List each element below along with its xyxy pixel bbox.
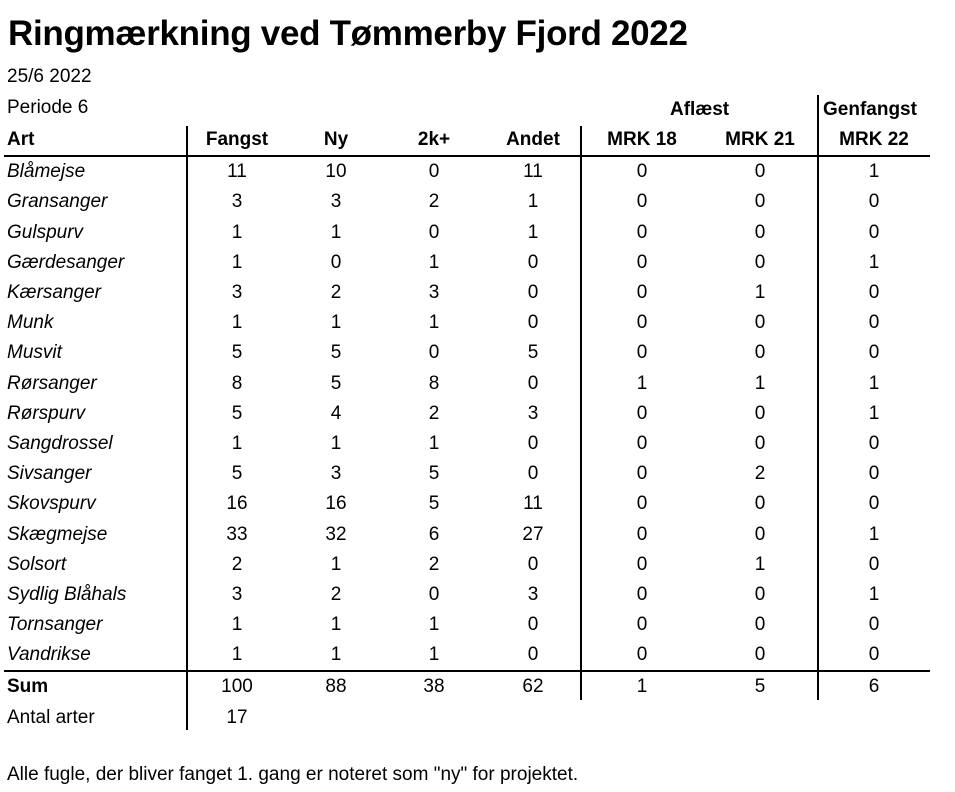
table-cell: 3 [330,463,342,485]
table-cell: 0 [868,282,880,304]
table-row [4,640,930,671]
table-cell: 0 [754,614,766,636]
table-cell: 0 [868,493,880,515]
table-row [4,218,930,248]
species-name: Musvit [7,342,62,364]
column-header: Fangst [186,125,288,156]
table-cell: 0 [754,432,766,454]
table-cell: 0 [428,221,440,243]
table-cell: 1 [754,553,766,575]
table-cell: 0 [636,644,648,666]
group-header-genfangst: Genfangst [823,99,917,120]
column-header: MRK 22 [818,125,930,156]
sum-cell: 62 [484,671,582,702]
table-cell: 0 [636,493,648,515]
table-cell: 3 [428,282,440,304]
table-cell: 2 [754,463,766,485]
table-cell: 1 [428,251,440,273]
table-cell: 0 [527,614,539,636]
table-row [4,489,930,519]
table-cell: 16 [325,493,347,515]
table-header-row [4,125,930,156]
table-cell: 5 [428,463,440,485]
species-name: Blåmejse [7,161,86,183]
sum-row [4,671,930,702]
table-cell: 0 [754,402,766,424]
table-cell: 16 [226,493,248,515]
species-name: Sydlig Blåhals [7,583,127,605]
table-cell: 0 [754,523,766,545]
table-cell: 0 [868,614,880,636]
table-cell: 1 [231,251,243,273]
ringing-table [4,125,930,733]
table-cell: 0 [868,221,880,243]
species-count-label: Antal arter [7,706,95,728]
empty-cell [484,703,582,733]
table-cell: 8 [428,372,440,394]
column-header: 2k+ [384,125,484,156]
species-name: Munk [7,312,54,334]
table-cell: 0 [868,432,880,454]
table-cell: 0 [636,161,648,183]
table-cell: 0 [868,644,880,666]
table-cell: 1 [527,221,539,243]
column-divider-art [186,126,188,730]
table-cell: 0 [754,342,766,364]
table-cell: 0 [636,402,648,424]
table-cell: 1 [330,432,342,454]
table-row [4,156,930,187]
table-cell: 1 [754,372,766,394]
table-cell: 1 [231,432,243,454]
species-count-value: 17 [226,706,248,728]
table-cell: 0 [868,312,880,334]
table-cell: 1 [330,221,342,243]
table-cell: 1 [330,644,342,666]
table-cell: 0 [636,251,648,273]
table-cell: 2 [330,583,342,605]
sum-cell: 38 [384,671,484,702]
table-cell: 0 [428,342,440,364]
species-name: Gransanger [7,191,108,213]
table-row [4,308,930,338]
table-cell: 5 [231,342,243,364]
table-cell: 1 [527,191,539,213]
table-cell: 11 [523,493,543,515]
species-name: Gærdesanger [7,251,125,273]
sum-cell: 1 [582,671,702,702]
table-cell: 1 [868,161,880,183]
column-divider-andet [580,126,582,700]
table-cell: 0 [636,282,648,304]
table-cell: 6 [428,523,440,545]
table-cell: 3 [330,191,342,213]
table-cell: 1 [636,372,648,394]
table-cell: 1 [868,583,880,605]
table-cell: 0 [754,161,766,183]
empty-cell [288,703,384,733]
empty-cell [702,703,818,733]
table-cell: 5 [527,342,539,364]
empty-cell [582,703,702,733]
table-cell: 1 [231,644,243,666]
table-cell: 1 [428,644,440,666]
table-row [4,459,930,489]
table-cell: 33 [226,523,248,545]
table-cell: 0 [527,553,539,575]
table-cell: 3 [527,583,539,605]
table-cell: 0 [636,553,648,575]
group-header-aflaest: Aflæst [670,99,730,120]
table-cell: 11 [523,161,543,183]
column-header: Art [4,125,186,156]
table-cell: 0 [527,644,539,666]
species-name: Sivsanger [7,463,92,485]
table-cell: 4 [330,402,342,424]
table-cell: 1 [231,614,243,636]
table-cell: 10 [325,161,347,183]
table-cell: 0 [754,493,766,515]
table-cell: 0 [636,523,648,545]
table-cell: 0 [527,251,539,273]
table-cell: 1 [868,523,880,545]
table-cell: 0 [868,342,880,364]
table-cell: 1 [754,282,766,304]
table-cell: 0 [527,432,539,454]
table-cell: 2 [428,191,440,213]
column-header: Andet [484,125,582,156]
table-cell: 1 [330,614,342,636]
table-cell: 0 [754,644,766,666]
species-name: Rørsanger [7,372,97,394]
footnote: Alle fugle, der bliver fanget 1. gang er noteret som "ny" for projektet. [7,764,579,785]
table-cell: 0 [754,251,766,273]
empty-cell [818,703,930,733]
column-header: MRK 18 [582,125,702,156]
table-cell: 5 [231,402,243,424]
table-cell: 0 [868,191,880,213]
table-row [4,519,930,549]
table-row [4,369,930,399]
column-divider-genfangst [817,95,819,700]
table-cell: 1 [868,402,880,424]
date-label: 25/6 2022 [7,66,92,87]
table-cell: 2 [428,553,440,575]
table-cell: 11 [227,161,247,183]
sum-cell: 100 [186,671,288,702]
table-cell: 0 [527,463,539,485]
species-name: Vandrikse [7,644,91,666]
period-label: Periode 6 [7,97,89,118]
table-row [4,610,930,640]
table-cell: 0 [527,312,539,334]
table-cell: 2 [231,553,243,575]
table-cell: 32 [325,523,347,545]
table-cell: 0 [636,221,648,243]
table-cell: 0 [636,583,648,605]
table-cell: 1 [330,312,342,334]
table-row [4,278,930,308]
species-name: Kærsanger [7,282,101,304]
species-name: Tornsanger [7,614,103,636]
table-cell: 0 [636,463,648,485]
table-cell: 0 [527,372,539,394]
species-count-row [4,703,930,733]
species-name: Sangdrossel [7,432,113,454]
table-cell: 2 [330,282,342,304]
table-cell: 0 [754,191,766,213]
table-cell: 1 [868,251,880,273]
sum-cell: 88 [288,671,384,702]
table-cell: 5 [428,493,440,515]
table-cell: 2 [428,402,440,424]
sum-cell: 6 [818,671,930,702]
table-row [4,187,930,217]
table-cell: 0 [868,553,880,575]
table-cell: 1 [428,312,440,334]
table-cell: 0 [527,282,539,304]
species-name: Skægmejse [7,523,108,545]
table-cell: 1 [231,312,243,334]
table-row [4,248,930,278]
species-name: Gulspurv [7,221,84,243]
table-cell: 1 [231,221,243,243]
page-title: Ringmærkning ved Tømmerby Fjord 2022 [8,14,688,53]
table-cell: 1 [868,372,880,394]
table-cell: 3 [231,282,243,304]
table-cell: 1 [330,553,342,575]
table-cell: 0 [330,251,342,273]
table-cell: 3 [231,583,243,605]
table-cell: 0 [754,312,766,334]
column-header: MRK 21 [702,125,818,156]
sum-cell: 5 [702,671,818,702]
table-cell: 0 [636,312,648,334]
table-cell: 0 [636,614,648,636]
table-cell: 0 [868,463,880,485]
table-row [4,429,930,459]
empty-cell [384,703,484,733]
table-cell: 0 [428,161,440,183]
species-name: Rørspurv [7,402,86,424]
table-cell: 0 [636,432,648,454]
table-cell: 3 [231,191,243,213]
table-cell: 0 [428,583,440,605]
table-cell: 5 [330,342,342,364]
table-cell: 27 [522,523,544,545]
table-cell: 0 [754,221,766,243]
column-header: Ny [288,125,384,156]
table-cell: 0 [754,583,766,605]
table-row [4,399,930,429]
table-cell: 3 [527,402,539,424]
table-cell: 1 [428,614,440,636]
table-cell: 5 [330,372,342,394]
table-row [4,580,930,610]
table-row [4,550,930,580]
table-cell: 0 [636,191,648,213]
table-row [4,338,930,368]
table-cell: 1 [428,432,440,454]
table-cell: 0 [636,342,648,364]
sum-label: Sum [4,671,186,702]
table-cell: 5 [231,463,243,485]
table-cell: 8 [231,372,243,394]
species-name: Skovspurv [7,493,96,515]
species-name: Solsort [7,553,67,575]
